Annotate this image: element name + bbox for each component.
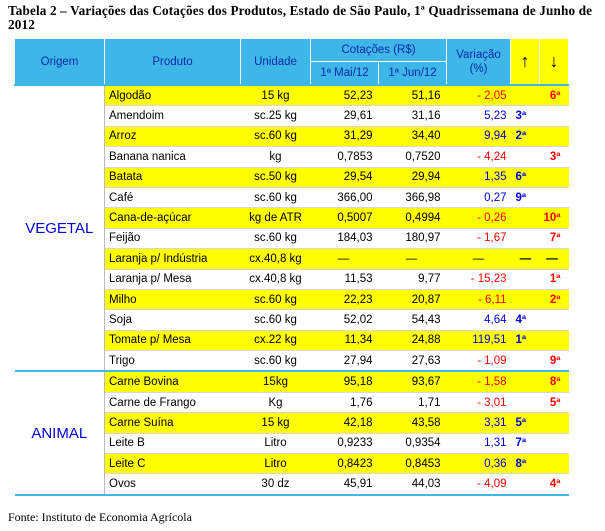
unit-cell: sc.50 kg [241, 167, 311, 187]
price-jun-cell: 366,98 [379, 187, 447, 207]
source-note: Fonte: Instituto de Economia Agrícola [8, 510, 192, 524]
product-cell: Arroz [105, 126, 241, 146]
variation-cell: - 1,67 [447, 228, 511, 248]
rank-up-cell: 6ª [511, 167, 540, 187]
rank-down-cell [540, 413, 569, 433]
price-table [14, 38, 569, 496]
price-may-cell: 52,23 [311, 85, 379, 106]
product-cell: Café [105, 187, 241, 207]
variation-cell: - 0,26 [447, 208, 511, 228]
header-variacao: Variação (%) [447, 39, 511, 86]
unit-cell: cx.40,8 kg [241, 269, 311, 289]
rank-up-cell: 2ª [511, 126, 540, 146]
product-cell: Feijão [105, 228, 241, 248]
price-may-cell: 22,23 [311, 289, 379, 309]
unit-cell: 15kg [241, 371, 311, 392]
variation-cell: — [447, 249, 511, 269]
product-cell: Carne de Frango [105, 392, 241, 412]
variation-cell: - 4,09 [447, 474, 511, 495]
unit-cell: kg de ATR [241, 208, 311, 228]
header-jun: 1ª Jun/12 [379, 62, 447, 86]
price-jun-cell: 51,16 [379, 85, 447, 106]
unit-cell: kg [241, 147, 311, 167]
price-jun-cell: 9,77 [379, 269, 447, 289]
product-cell: Laranja p/ Indústria [105, 249, 241, 269]
price-may-cell: — [311, 249, 379, 269]
unit-cell: Kg [241, 392, 311, 412]
arrow-down-icon: ↓ [540, 39, 569, 86]
price-may-cell: 45,91 [311, 474, 379, 495]
table-row [15, 85, 569, 106]
rank-up-cell [511, 85, 540, 106]
product-cell: Ovos [105, 474, 241, 495]
unit-cell: cx.22 kg [241, 330, 311, 350]
rank-up-cell [511, 269, 540, 289]
product-cell: Milho [105, 289, 241, 309]
header-produto: Produto [105, 39, 241, 86]
variation-cell: 1,31 [447, 433, 511, 453]
product-cell: Cana-de-açúcar [105, 208, 241, 228]
price-may-cell: 31,29 [311, 126, 379, 146]
rank-down-cell [540, 454, 569, 474]
price-jun-cell: 0,4994 [379, 208, 447, 228]
unit-cell: sc.60 kg [241, 228, 311, 248]
product-cell: Leite C [105, 454, 241, 474]
header-unidade: Unidade [241, 39, 311, 86]
rank-down-cell: 5ª [540, 392, 569, 412]
price-may-cell: 0,8423 [311, 454, 379, 474]
price-jun-cell: 0,8453 [379, 454, 447, 474]
rank-down-cell: 4ª [540, 474, 569, 495]
rank-up-cell: 4ª [511, 310, 540, 330]
origin-label: VEGETAL [15, 85, 105, 371]
price-jun-cell: 54,43 [379, 310, 447, 330]
variation-cell: 1,35 [447, 167, 511, 187]
price-jun-cell: 24,88 [379, 330, 447, 350]
variation-cell: 9,94 [447, 126, 511, 146]
variation-cell: 3,31 [447, 413, 511, 433]
rank-up-cell [511, 474, 540, 495]
rank-up-cell: 1ª [511, 330, 540, 350]
header-origem: Origem [15, 39, 105, 86]
header-cotacoes: Cotações (R$) [311, 39, 447, 62]
price-may-cell: 95,18 [311, 371, 379, 392]
rank-up-cell [511, 208, 540, 228]
unit-cell: 15 kg [241, 413, 311, 433]
price-jun-cell: 43,58 [379, 413, 447, 433]
product-cell: Banana nanica [105, 147, 241, 167]
rank-down-cell [540, 310, 569, 330]
rank-up-cell: 3ª [511, 106, 540, 126]
price-jun-cell: 34,40 [379, 126, 447, 146]
rank-up-cell: 7ª [511, 433, 540, 453]
price-jun-cell: 27,63 [379, 351, 447, 372]
origin-label: ANIMAL [15, 371, 105, 494]
unit-cell: sc.60 kg [241, 187, 311, 207]
unit-cell: sc.25 kg [241, 106, 311, 126]
rank-down-cell: 2ª [540, 289, 569, 309]
price-table-container [14, 38, 568, 496]
rank-down-cell: 10ª [540, 208, 569, 228]
rank-up-cell: 5ª [511, 413, 540, 433]
price-jun-cell: 1,71 [379, 392, 447, 412]
price-may-cell: 11,34 [311, 330, 379, 350]
table-title: Tabela 2 – Variações das Cotações dos Produtos, Estado de São Paulo, 1ª Quadrissemana de Junho de 2012 [8, 3, 593, 32]
price-may-cell: 29,54 [311, 167, 379, 187]
rank-up-cell [511, 351, 540, 372]
rank-up-cell [511, 392, 540, 412]
price-may-cell: 42,18 [311, 413, 379, 433]
product-cell: Carne Bovina [105, 371, 241, 392]
variation-cell: 0,27 [447, 187, 511, 207]
unit-cell: sc.60 kg [241, 351, 311, 372]
unit-cell: Litro [241, 454, 311, 474]
rank-up-cell [511, 228, 540, 248]
rank-down-cell: 9ª [540, 351, 569, 372]
variation-cell: - 4,24 [447, 147, 511, 167]
product-cell: Tomate p/ Mesa [105, 330, 241, 350]
variation-cell: 119,51 [447, 330, 511, 350]
unit-cell: Litro [241, 433, 311, 453]
table-header [15, 39, 569, 86]
price-may-cell: 52,02 [311, 310, 379, 330]
rank-down-cell: 8ª [540, 371, 569, 392]
variation-cell: 5,23 [447, 106, 511, 126]
price-may-cell: 1,76 [311, 392, 379, 412]
price-may-cell: 11,53 [311, 269, 379, 289]
rank-up-cell: — [511, 249, 540, 269]
price-jun-cell: 93,67 [379, 371, 447, 392]
rank-down-cell: 1ª [540, 269, 569, 289]
product-cell: Algodão [105, 85, 241, 106]
variation-cell: - 1,58 [447, 371, 511, 392]
price-jun-cell: 0,7520 [379, 147, 447, 167]
price-jun-cell: 31,16 [379, 106, 447, 126]
rank-down-cell [540, 106, 569, 126]
rank-down-cell: 3ª [540, 147, 569, 167]
unit-cell: cx.40,8 kg [241, 249, 311, 269]
arrow-up-icon: ↑ [511, 39, 540, 86]
rank-down-cell [540, 330, 569, 350]
price-jun-cell: 20,87 [379, 289, 447, 309]
rank-down-cell [540, 126, 569, 146]
price-may-cell: 366,00 [311, 187, 379, 207]
variation-cell: 0,36 [447, 454, 511, 474]
price-may-cell: 0,7853 [311, 147, 379, 167]
variation-cell: - 1,09 [447, 351, 511, 372]
rank-up-cell [511, 289, 540, 309]
variation-cell: - 3,01 [447, 392, 511, 412]
price-may-cell: 27,94 [311, 351, 379, 372]
product-cell: Leite B [105, 433, 241, 453]
rank-up-cell [511, 371, 540, 392]
product-cell: Trigo [105, 351, 241, 372]
rank-down-cell [540, 433, 569, 453]
unit-cell: sc.60 kg [241, 289, 311, 309]
rank-up-cell [511, 147, 540, 167]
price-jun-cell: — [379, 249, 447, 269]
rank-up-cell: 9ª [511, 187, 540, 207]
variation-cell: - 15,23 [447, 269, 511, 289]
product-cell: Batata [105, 167, 241, 187]
rank-down-cell: 6ª [540, 85, 569, 106]
table-row [15, 371, 569, 392]
variation-cell: 4,64 [447, 310, 511, 330]
price-jun-cell: 44,03 [379, 474, 447, 495]
price-may-cell: 0,9233 [311, 433, 379, 453]
rank-down-cell: 7ª [540, 228, 569, 248]
price-jun-cell: 180,97 [379, 228, 447, 248]
unit-cell: 30 dz [241, 474, 311, 495]
header-mai: 1ª Mai/12 [311, 62, 379, 86]
price-jun-cell: 0,9354 [379, 433, 447, 453]
rank-up-cell: 8ª [511, 454, 540, 474]
price-may-cell: 29,61 [311, 106, 379, 126]
variation-cell: - 2,05 [447, 85, 511, 106]
product-cell: Soja [105, 310, 241, 330]
product-cell: Carne Suína [105, 413, 241, 433]
rank-down-cell [540, 167, 569, 187]
rank-down-cell [540, 187, 569, 207]
product-cell: Laranja p/ Mesa [105, 269, 241, 289]
rank-down-cell: — [540, 249, 569, 269]
price-jun-cell: 29,94 [379, 167, 447, 187]
variation-cell: - 6,11 [447, 289, 511, 309]
table-body [15, 85, 569, 495]
product-cell: Amendoim [105, 106, 241, 126]
price-may-cell: 184,03 [311, 228, 379, 248]
unit-cell: 15 kg [241, 85, 311, 106]
unit-cell: sc.60 kg [241, 126, 311, 146]
unit-cell: sc.60 kg [241, 310, 311, 330]
price-may-cell: 0,5007 [311, 208, 379, 228]
